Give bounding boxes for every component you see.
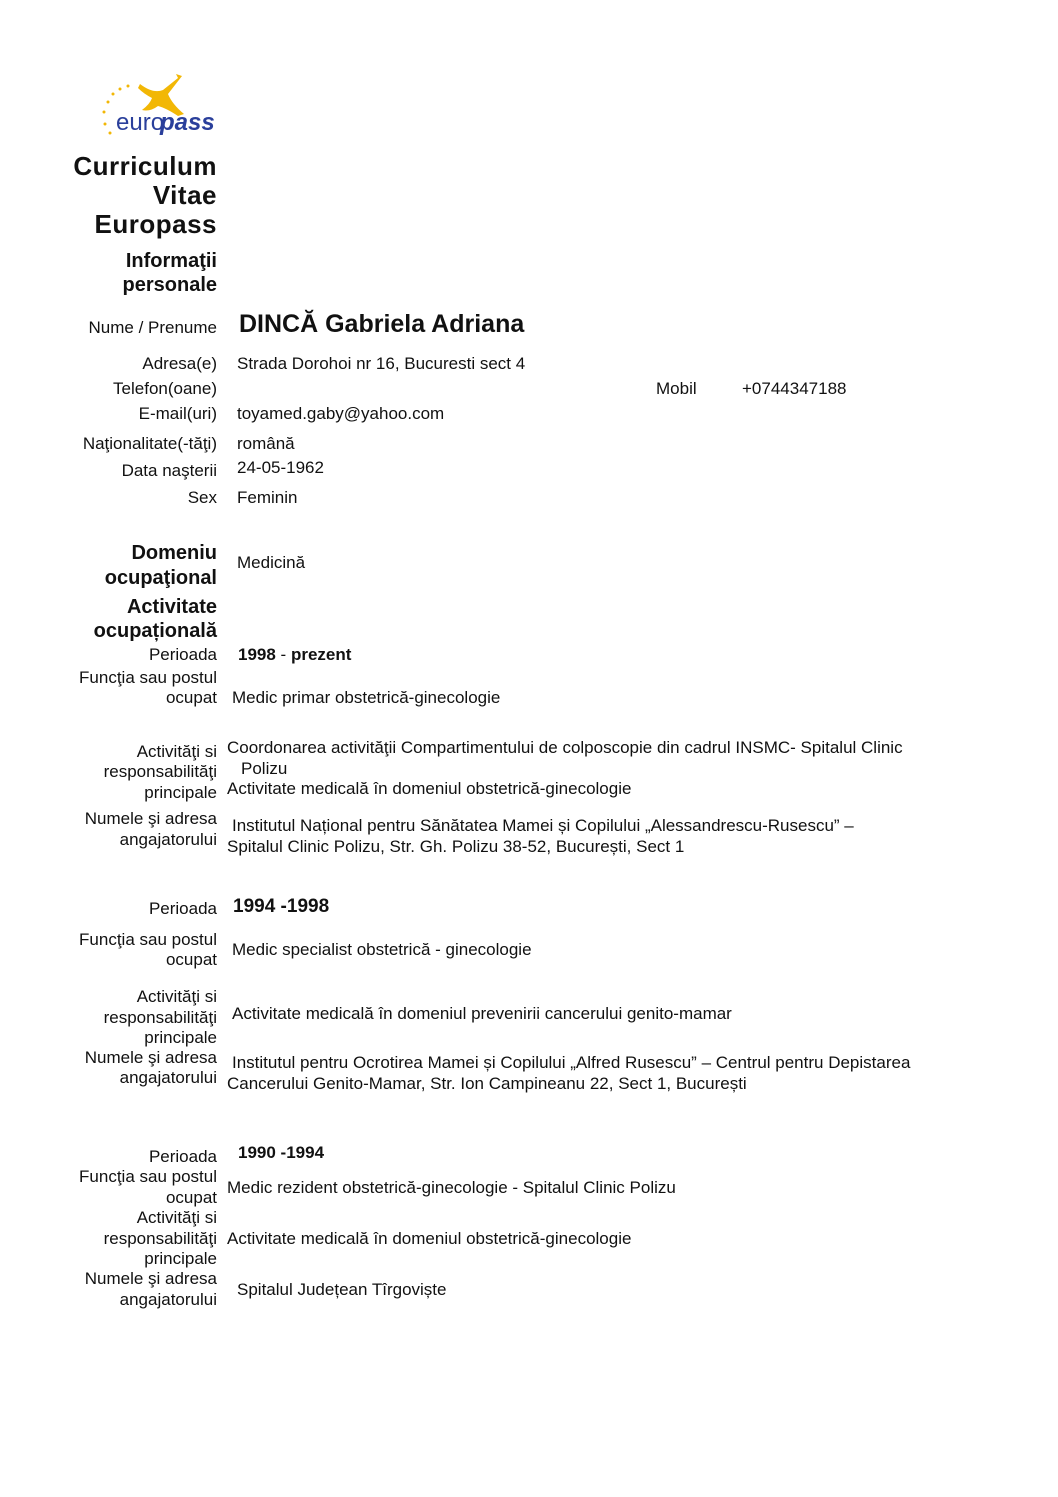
period-label: Perioada bbox=[148, 899, 217, 918]
resp-label: principale bbox=[144, 1249, 217, 1268]
function-label: ocupat bbox=[165, 1188, 217, 1207]
job-employer: Cancerului Genito-Mamar, Str. Ion Campineanu 22, Sect 1, București bbox=[227, 1074, 747, 1093]
resp-label: responsabilităţi bbox=[103, 1229, 217, 1248]
resp-label: Activităţi si bbox=[136, 1208, 217, 1227]
svg-text:pass: pass bbox=[160, 109, 215, 136]
address-value: Strada Dorohoi nr 16, Bucuresti sect 4 bbox=[237, 354, 526, 373]
resp-label: Activităţi si bbox=[136, 742, 217, 761]
name-label: Nume / Prenume bbox=[88, 318, 217, 337]
section-heading-activity: ocupațională bbox=[93, 620, 217, 642]
resp-label: principale bbox=[144, 783, 217, 802]
job-function: Medic primar obstetrică-ginecologie bbox=[232, 688, 501, 707]
nationality-value: română bbox=[237, 434, 295, 453]
function-label: ocupat bbox=[165, 688, 217, 707]
mobile-value: +0744347188 bbox=[742, 379, 847, 398]
function-label: ocupat bbox=[165, 950, 217, 969]
section-heading-activity: Activitate bbox=[126, 596, 217, 618]
employer-label: angajatorului bbox=[119, 1068, 217, 1087]
function-label: Funcţia sau postul bbox=[79, 668, 217, 687]
job-period: 1998 - prezent bbox=[238, 645, 352, 664]
section-heading-domain: ocupaţional bbox=[104, 567, 217, 589]
employer-label: angajatorului bbox=[119, 1290, 217, 1309]
period-label: Perioada bbox=[148, 1147, 217, 1166]
employer-label: Numele şi adresa bbox=[84, 1048, 217, 1067]
resp-label: responsabilităţi bbox=[103, 762, 217, 781]
job-employer: Spitalul Județean Tîrgoviște bbox=[237, 1280, 447, 1299]
cv-title-line: Curriculum bbox=[73, 151, 217, 181]
job-resp: Activitate medicală în domeniul prevenirii cancerului genito-mamar bbox=[232, 1004, 732, 1023]
section-heading-personal: personale bbox=[122, 274, 217, 296]
job-employer: Spitalul Clinic Polizu, Str. Gh. Polizu 38-52, București, Sect 1 bbox=[227, 837, 685, 856]
job-period: 1994 -1998 bbox=[233, 896, 330, 917]
employer-label: angajatorului bbox=[119, 830, 217, 849]
section-heading-personal: Informaţii bbox=[125, 250, 217, 272]
job-function: Medic specialist obstetrică - ginecologie bbox=[232, 940, 532, 959]
nationality-label: Naţionalitate(-tăţi) bbox=[82, 434, 217, 453]
email-label: E-mail(uri) bbox=[138, 404, 217, 423]
period-label: Perioada bbox=[148, 645, 217, 664]
birth-value: 24-05-1962 bbox=[237, 458, 324, 477]
job-resp: Polizu bbox=[241, 759, 288, 778]
svg-text:euro: euro bbox=[116, 109, 165, 136]
job-employer: Institutul Național pentru Sănătatea Mamei și Copilului „Alessandrescu-Rusescu” – bbox=[232, 816, 854, 835]
job-employer: Institutul pentru Ocrotirea Mamei și Copilului „Alfred Rusescu” – Centrul pentru Depistarea bbox=[232, 1053, 911, 1072]
job-resp: Activitate medicală în domeniul obstetrică-ginecologie bbox=[227, 779, 632, 798]
sex-value: Feminin bbox=[237, 488, 298, 507]
function-label: Funcţia sau postul bbox=[79, 1167, 217, 1186]
job-function: Medic rezident obstetrică-ginecologie - Spitalul Clinic Polizu bbox=[227, 1178, 676, 1197]
phone-label: Telefon(oane) bbox=[113, 379, 217, 398]
address-label: Adresa(e) bbox=[142, 354, 217, 373]
employer-label: Numele şi adresa bbox=[84, 1269, 217, 1288]
section-heading-domain: Domeniu bbox=[131, 542, 217, 564]
mobile-label: Mobil bbox=[656, 379, 697, 398]
resp-label: principale bbox=[144, 1028, 217, 1047]
cv-title-line: Europass bbox=[94, 209, 217, 239]
job-resp: Activitate medicală în domeniul obstetrică-ginecologie bbox=[227, 1229, 632, 1248]
resp-label: Activităţi si bbox=[136, 987, 217, 1006]
job-resp: Coordonarea activităţii Compartimentului de colposcopie din cadrul INSMC- Spitalul Clinic bbox=[227, 738, 903, 757]
function-label: Funcţia sau postul bbox=[79, 930, 217, 949]
full-name: DINCĂ Gabriela Adriana bbox=[239, 310, 525, 338]
birth-label: Data naşterii bbox=[121, 461, 217, 480]
domain-value: Medicină bbox=[237, 553, 306, 572]
europass-logo bbox=[98, 72, 223, 142]
resp-label: responsabilităţi bbox=[103, 1008, 217, 1027]
cv-title-line: Vitae bbox=[152, 180, 217, 210]
employer-label: Numele şi adresa bbox=[84, 809, 217, 828]
sex-label: Sex bbox=[187, 488, 217, 507]
job-period: 1990 -1994 bbox=[238, 1143, 325, 1162]
email-link[interactable]: toyamed.gaby@yahoo.com bbox=[237, 404, 445, 423]
